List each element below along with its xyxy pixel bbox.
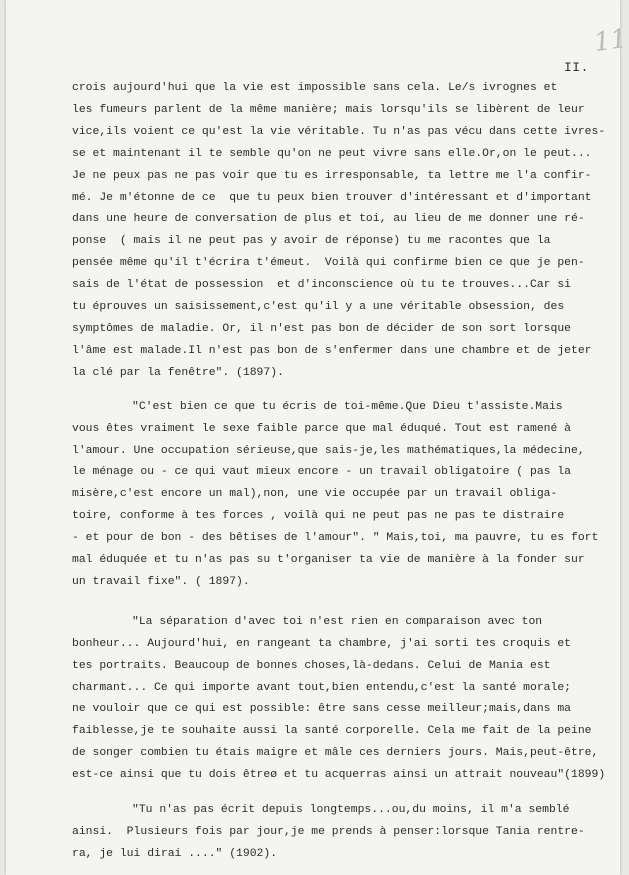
text-line: faiblesse,je te souhaite aussi la santé corporelle. Cela me fait de la peine <box>72 725 592 738</box>
text-line: vous êtes vraiment le sexe faible parce que mal éduqué. Tout est ramené à <box>72 422 571 435</box>
text-line: pensée même qu'il t'écrira t'émeut. Voilà qui confirme bien ce que je pen- <box>72 257 585 270</box>
text-line: vice,ils voient ce qu'est la vie véritable. Tu n'as pas vécu dans cette ivres- <box>72 125 606 138</box>
text-line: les fumeurs parlent de la même manière; mais lorsqu'ils se libèrent de leur <box>72 103 585 116</box>
text-line: "C'est bien ce que tu écris de toi-même.Que Dieu t'assiste.Mais <box>132 400 563 413</box>
body-text <box>72 78 612 866</box>
text-line: tu éprouves un saisissement,c'est qu'il y a une véritable obsession, des <box>72 301 565 314</box>
text-line: Je ne peux pas ne pas voir que tu es irresponsable, ta lettre me l'a confir- <box>72 169 592 182</box>
text-line: bonheur... Aujourd'hui, en rangeant ta chambre, j'ai sorti tes croquis et <box>72 637 571 650</box>
text-line: le ménage ou - ce qui vaut mieux encore - un travail obligatoire ( pas la <box>72 466 571 479</box>
paragraph-4 <box>72 800 612 866</box>
text-line: charmant... Ce qui importe avant tout,bien entendu,c'est la santé morale; <box>72 681 571 694</box>
text-line: toire, conforme à tes forces , voilà qui ne peut pas ne pas te distraire <box>72 510 565 523</box>
paragraph-1 <box>72 78 612 385</box>
text-line: tes portraits. Beaucoup de bonnes choses,là-dedans. Celui de Mania est <box>72 659 551 672</box>
text-line: ne vouloir que ce qui est possible: être sans cesse meilleur;mais,dans ma <box>72 703 571 716</box>
text-line: - et pour de bon - des bêtises de l'amour". " Mais,toi, ma pauvre, tu es fort <box>72 532 599 545</box>
text-line: mal éduquée et tu n'as pas su t'organiser ta vie de manière à la fonder sur <box>72 554 585 567</box>
text-line: symptômes de maladie. Or, il n'est pas bon de décider de son sort lorsque <box>72 322 571 335</box>
text-line: se et maintenant il te semble qu'on ne peut vivre sans elle.Or,on le peut... <box>72 147 592 160</box>
text-line: misère,c'est encore un mal),non, une vie occupée par un travail obliga- <box>72 488 558 501</box>
document-page <box>6 0 629 875</box>
text-line: est-ce ainsi que tu dois êtreø et tu acquerras ainsi un attrait nouveau"(1899) <box>72 769 606 782</box>
text-line: l'amour. Une occupation sérieuse,que sais-je,les mathématiques,la médecine, <box>72 444 585 457</box>
text-line: ra, je lui dirai ...." (1902). <box>72 847 278 860</box>
text-line: crois aujourd'hui que la vie est impossible sans cela. Le/s ivrognes et <box>72 82 558 94</box>
text-line: l'âme est malade.Il n'est pas bon de s'enfermer dans une chambre et de jeter <box>72 344 592 357</box>
text-line: de songer combien tu étais maigre et mâle ces derniers jours. Mais,peut-être, <box>72 747 599 760</box>
paragraph-2 <box>72 397 612 594</box>
text-line: ponse ( mais il ne peut pas y avoir de réponse) tu me racontes que la <box>72 235 551 248</box>
margin-annotation: 11 <box>592 23 629 59</box>
text-line: "Tu n'as pas écrit depuis longtemps...ou,du moins, il m'a semblé <box>132 804 570 817</box>
text-line: la clé par la fenêtre". (1897). <box>72 366 284 379</box>
text-line: ainsi. Plusieurs fois par jour,je me prends à penser:lorsque Tania rentre- <box>72 826 585 838</box>
paragraph-3 <box>72 612 612 787</box>
text-line: dans une heure de conversation de plus et toi, au lieu de me donner une ré- <box>72 213 585 226</box>
text-line: "La séparation d'avec toi n'est rien en comparaison avec ton <box>132 615 543 628</box>
text-line: mé. Je m'étonne de ce que tu peux bien trouver d'intéressant et d'important <box>72 191 592 204</box>
text-line: sais de l'état de possession et d'inconscience où tu te trouves...Car si <box>72 279 571 292</box>
page-number: II. <box>564 60 589 75</box>
text-line: un travail fixe". ( 1897). <box>72 575 250 588</box>
